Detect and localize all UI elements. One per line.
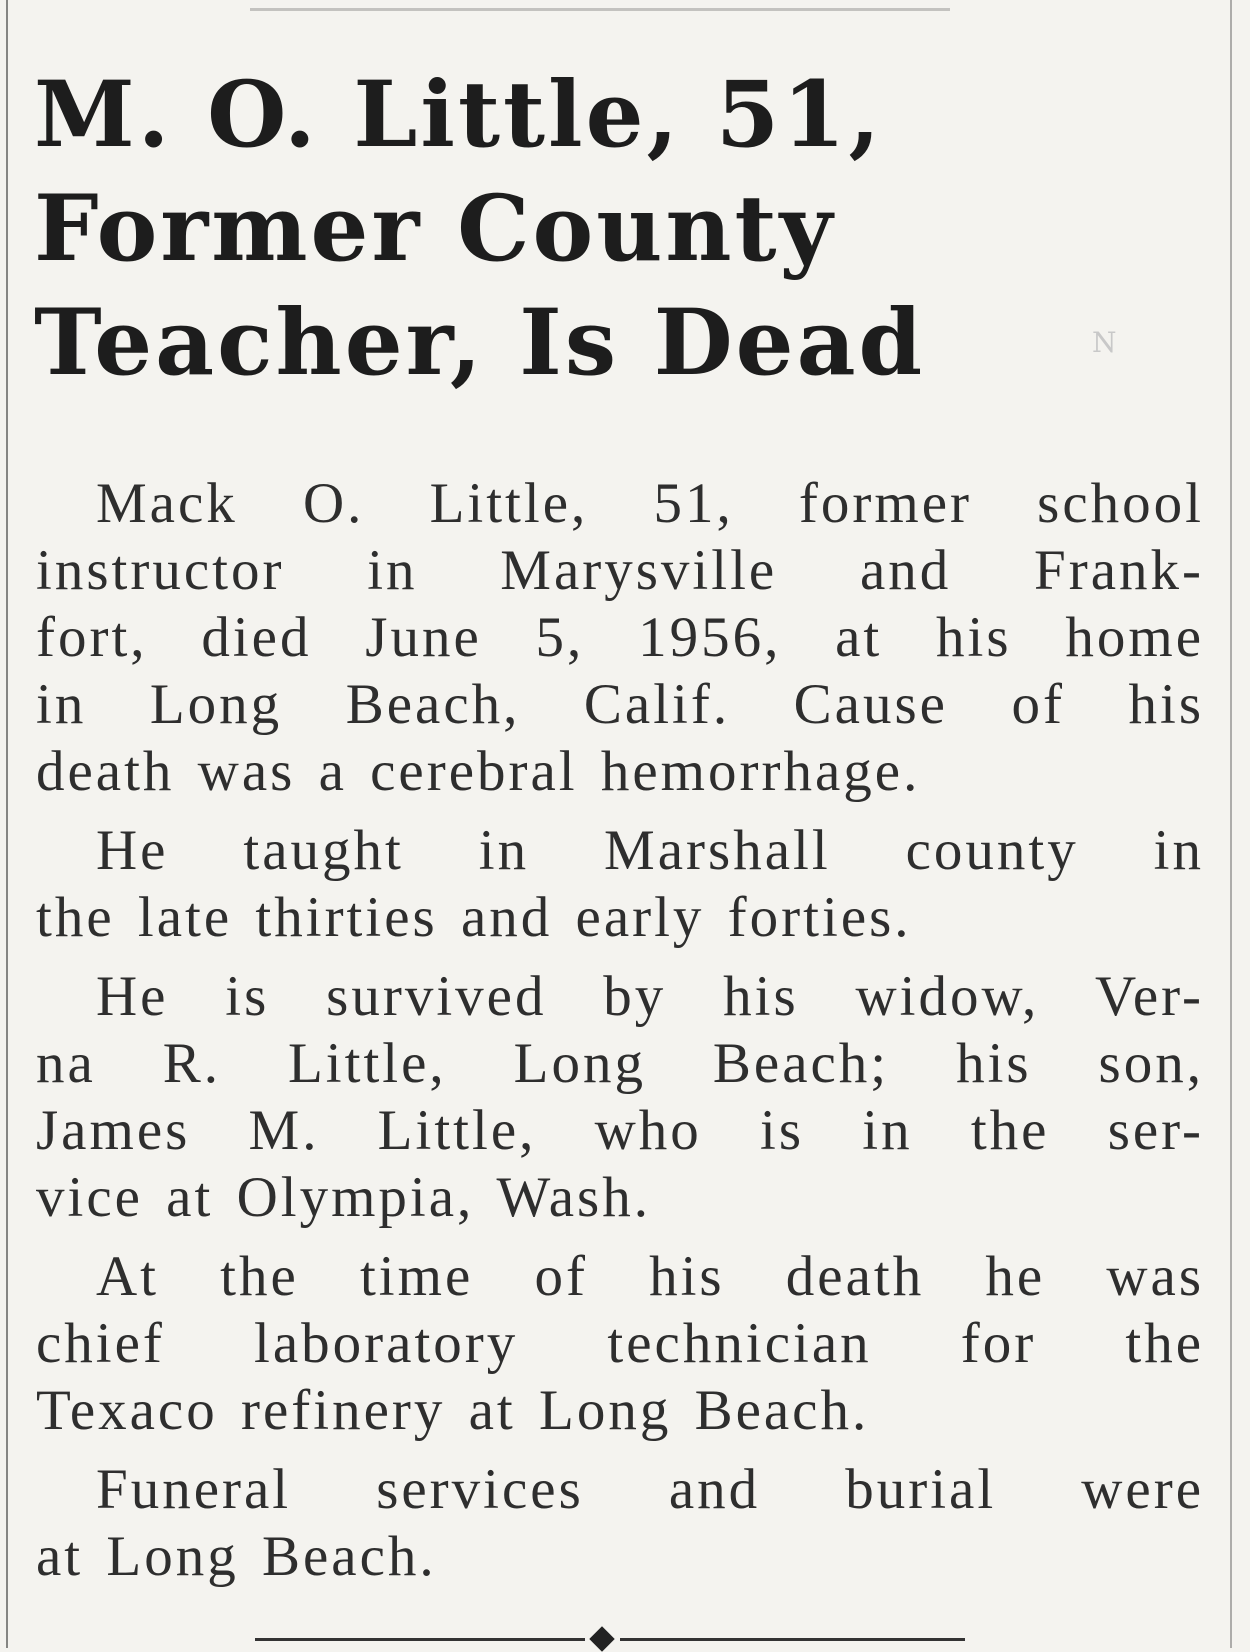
- divider-rule-right: [620, 1638, 965, 1641]
- paragraph: [36, 1456, 1204, 1590]
- text-line: in Long Beach, Calif. Cause of his: [36, 673, 1204, 736]
- text-line: James M. Little, who is in the ser-: [36, 1099, 1204, 1162]
- text-line: death was a cerebral hemorrhage.: [36, 740, 921, 803]
- headline-line: M. O. Little, 51,: [34, 62, 884, 168]
- headline-line: Teacher, Is Dead: [34, 290, 926, 396]
- text-line: Funeral services and burial were: [96, 1458, 1204, 1521]
- paragraph: [36, 817, 1204, 951]
- paragraph: [36, 1243, 1204, 1444]
- text-line: He taught in Marshall county in: [96, 819, 1204, 882]
- headline-line: Former County: [34, 176, 836, 282]
- text-line: at Long Beach.: [36, 1525, 437, 1588]
- text-line: chief laboratory technician for the: [36, 1312, 1204, 1375]
- text-line: Mack O. Little, 51, former school: [96, 472, 1204, 535]
- cut-off-previous-article: [250, 0, 950, 11]
- text-line: instructor in Marysville and Frank-: [36, 539, 1204, 602]
- paragraph: [36, 963, 1204, 1231]
- text-line: vice at Olympia, Wash.: [36, 1166, 651, 1229]
- text-line: na R. Little, Long Beach; his son,: [36, 1032, 1204, 1095]
- left-column-rule: [6, 0, 8, 1648]
- stray-print-mark: N: [1092, 326, 1117, 359]
- text-line: fort, died June 5, 1956, at his home: [36, 606, 1204, 669]
- text-line: the late thirties and early forties.: [36, 886, 912, 949]
- article-end-divider: [255, 1628, 965, 1648]
- right-column-rule: [1230, 0, 1232, 1648]
- paragraph: [36, 470, 1204, 805]
- text-line: He is survived by his widow, Ver-: [96, 965, 1204, 1028]
- text-line: At the time of his death he was: [96, 1245, 1204, 1308]
- headline: [34, 58, 1174, 400]
- article-body: [36, 470, 1204, 1602]
- text-line: Texaco refinery at Long Beach.: [36, 1379, 870, 1442]
- divider-rule-left: [255, 1638, 585, 1641]
